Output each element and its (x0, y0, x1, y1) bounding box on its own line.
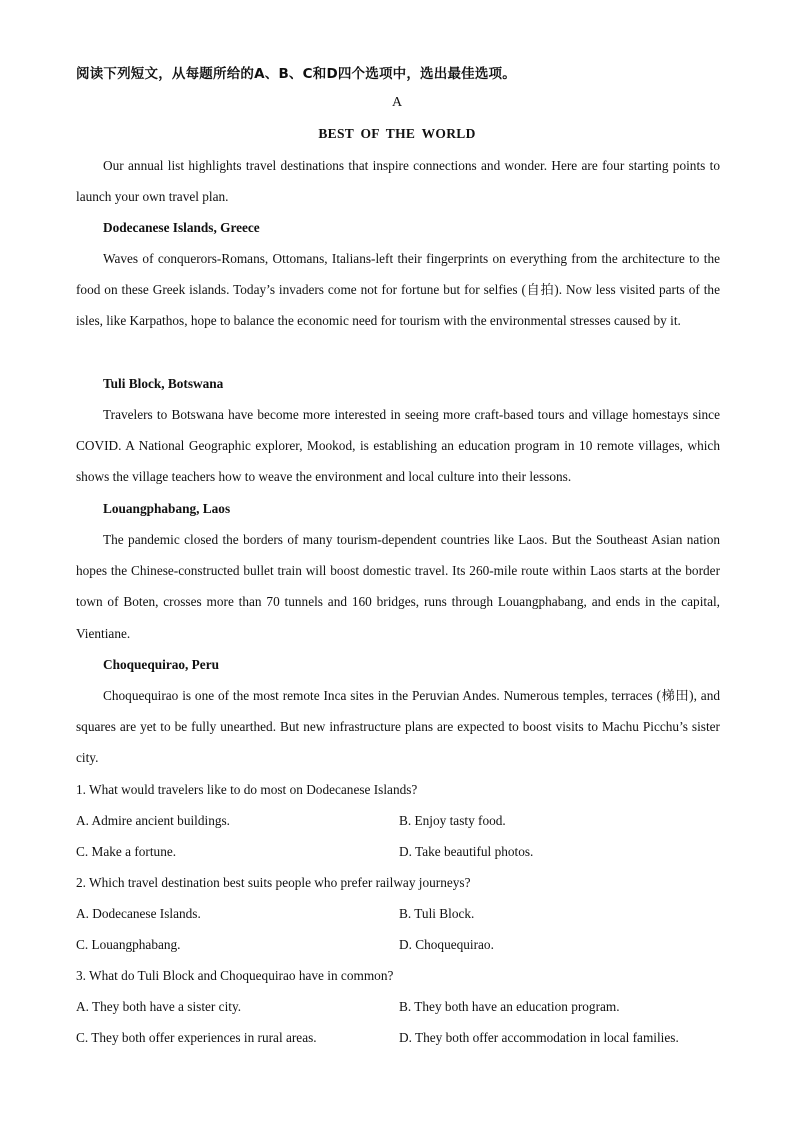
destination-heading: Louangphabang, Laos (103, 501, 231, 516)
answer-option: B. Enjoy tasty food. (399, 813, 506, 828)
answer-option: D. Choquequirao. (399, 937, 494, 952)
answer-option: C. They both offer experiences in rural areas. (76, 1030, 317, 1045)
answer-option: B. They both have an education program. (399, 999, 620, 1014)
answer-option: C. Make a fortune. (76, 844, 177, 859)
destination-heading: Choquequirao, Peru (103, 657, 219, 672)
answer-option: A. Admire ancient buildings. (76, 813, 230, 828)
question-stem: 3. What do Tuli Block and Choquequirao have in common? (76, 968, 394, 983)
question-stem: 2. Which travel destination best suits people who prefer railway journeys? (76, 875, 471, 890)
destination-paragraph: Waves of conquerors-Romans, Ottomans, Italians-left their fingerprints on everything from the architecture to the food on these Greek islands. Today’s invaders come not for fortune but for selfies (自拍). Now less visited parts of the isles, like Karpathos, hope to balance the economic need for tourism with the environmental stresses caused by it. (76, 251, 720, 329)
destination-paragraph: Choquequirao is one of the most remote Inca sites in the Peruvian Andes. Numerous temples, terraces (梯田), and squares are yet to be fully unearthed. But new infrastructure plans are expected to boost visits to Machu Picchu’s sister city. (76, 688, 720, 766)
answer-option: C. Louangphabang. (76, 937, 181, 952)
passage-intro: Our annual list highlights travel destinations that inspire connections and wonder. Here are four starting points to launch your own travel plan. (76, 158, 720, 205)
answer-option: A. Dodecanese Islands. (76, 906, 201, 921)
answer-option: D. Take beautiful photos. (399, 844, 534, 859)
answer-option: A. They both have a sister city. (76, 999, 242, 1014)
destination-heading: Tuli Block, Botswana (103, 376, 224, 391)
answer-option: B. Tuli Block. (399, 906, 475, 921)
destination-heading: Dodecanese Islands, Greece (103, 220, 260, 235)
destination-paragraph: Travelers to Botswana have become more interested in seeing more craft-based tours and village homestays since COVID. A National Geographic explorer, Mookod, is establishing an education program in 10 remote villages, which shows the village teachers how to weave the environment and local culture into their lessons. (76, 407, 720, 485)
question-stem: 1. What would travelers like to do most on Dodecanese Islands? (76, 782, 418, 797)
destination-paragraph: The pandemic closed the borders of many tourism-dependent countries like Laos. But the Southeast Asian nation hopes the Chinese-constructed bullet train will boost domestic travel. Its 260-mile route within Laos starts at the border town of Boten, crosses more than 70 tunnels and 160 bridges, runs through Louangphabang, and ends in the capital, Vientiane. (76, 532, 720, 641)
answer-option: D. They both offer accommodation in local families. (399, 1030, 679, 1045)
reading-instruction: 阅读下列短文，从每题所给的A、B、C和D四个选项中，选出最佳选项。 (76, 66, 516, 82)
section-letter: A (391, 95, 403, 110)
passage-title: BEST OF THE WORLD (318, 126, 476, 141)
